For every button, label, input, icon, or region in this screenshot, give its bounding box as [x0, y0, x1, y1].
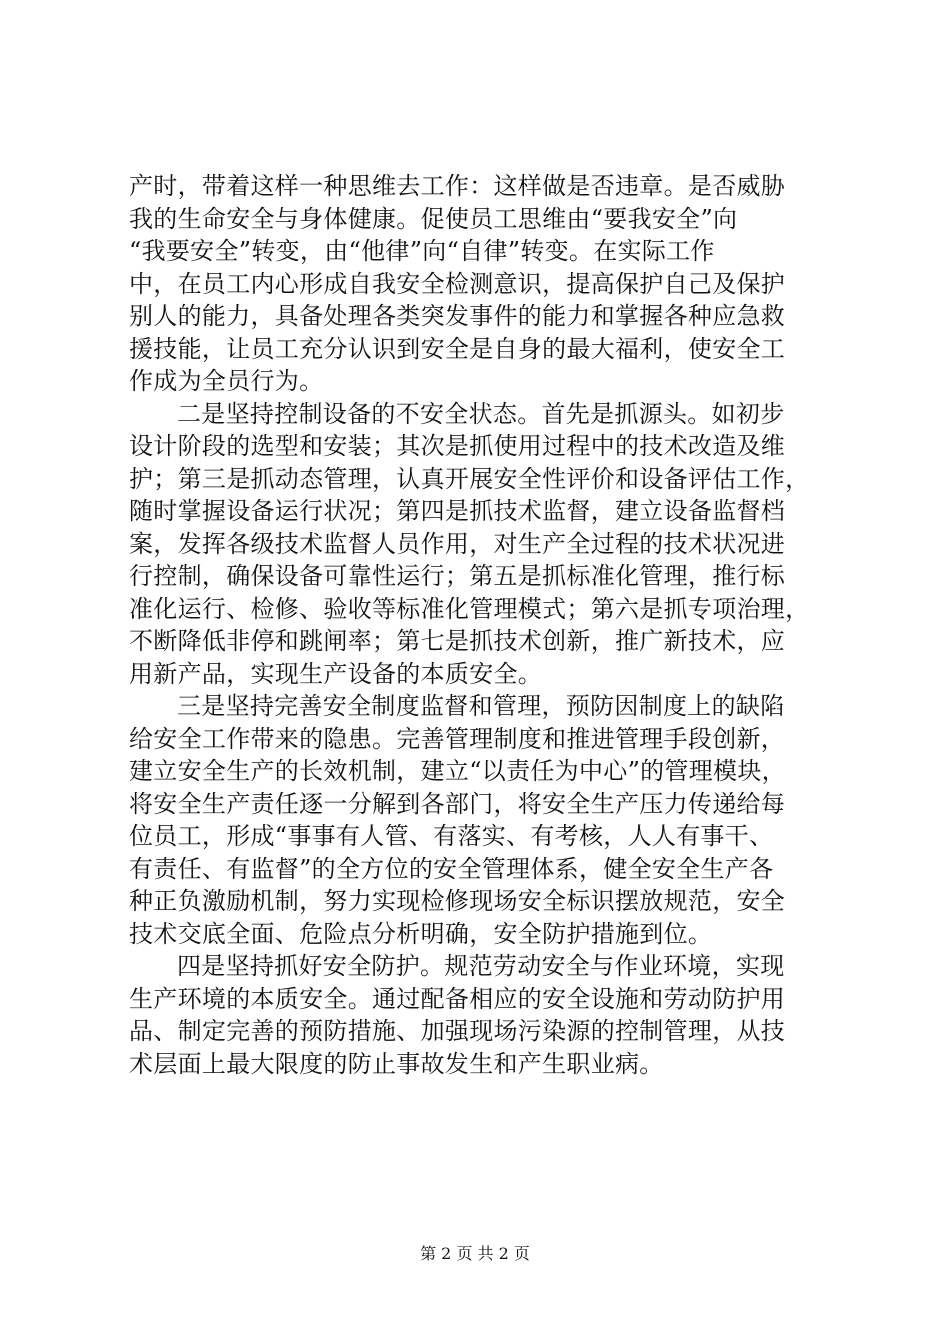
text-line: 随时掌握设备运行状况；第四是抓技术监督，建立设备监督档 — [129, 497, 786, 525]
text-line: 作成为全员行为。 — [129, 367, 324, 395]
text-line: 设计阶段的选型和安装；其次是抓使用过程中的技术改造及维 — [129, 432, 786, 460]
text-line: 援技能，让员工充分认识到安全是自身的最大福利，使安全工 — [129, 334, 786, 363]
text-line: 产时，带着这样一种思维去工作：这样做是否违章。是否威胁 — [129, 172, 786, 200]
text-line: 给安全工作带来的隐患。完善管理制度和推进管理手段创新， — [129, 724, 786, 753]
text-line: 术层面上最大限度的防止事故发生和产生职业病。 — [129, 1049, 664, 1078]
page-footer: 第 2 页 共 2 页 — [420, 1244, 530, 1263]
text-line: 别人的能力，具备处理各类突发事件的能力和掌握各种应急救 — [129, 302, 786, 330]
text-line: 我的生命安全与身体健康。促使员工思维由“要我安全”向 — [129, 204, 738, 233]
text-line: 案，发挥各级技术监督人员作用，对生产全过程的技术状况进 — [129, 529, 786, 558]
text-line: 种正负激励机制，努力实现检修现场安全标识摆放规范，安全 — [129, 887, 786, 915]
text-line: 位员工，形成“事事有人管、有落实、有考核，人人有事干、 — [129, 822, 774, 850]
text-line: 用新产品，实现生产设备的本质安全。 — [129, 659, 543, 688]
text-line: 护；第三是抓动态管理，认真开展安全性评价和设备评估工作， — [129, 464, 810, 493]
text-line: 不断降低非停和跳闸率；第七是抓技术创新，推广新技术，应 — [129, 627, 786, 655]
text-line: 四是坚持抓好安全防护。规范劳动安全与作业环境，实现 — [177, 952, 785, 980]
text-line: 技术交底全面、危险点分析明确，安全防护措施到位。 — [129, 919, 713, 948]
text-line: 生产环境的本质安全。通过配备相应的安全设施和劳动防护用 — [129, 984, 786, 1013]
document-body — [129, 170, 829, 1080]
text-line: 品、制定完善的预防措施、加强现场污染源的控制管理，从技 — [129, 1017, 786, 1045]
text-line: 三是坚持完善安全制度监督和管理，预防因制度上的缺陷 — [177, 692, 785, 720]
text-line: 建立安全生产的长效机制，建立“以责任为中心”的管理模块， — [129, 757, 786, 785]
text-line: 二是坚持控制设备的不安全状态。首先是抓源头。如初步 — [177, 399, 785, 428]
text-line: 准化运行、检修、验收等标准化管理模式；第六是抓专项治理， — [129, 594, 810, 623]
text-line: 有责任、有监督”的全方位的安全管理体系，健全安全生产各 — [129, 854, 774, 883]
text-line: “我要安全”转变，由“他律”向“自律”转变。在实际工作 — [129, 237, 715, 265]
text-line: 行控制，确保设备可靠性运行；第五是抓标准化管理，推行标 — [129, 562, 786, 590]
text-line: 将安全生产责任逐一分解到各部门，将安全生产压力传递给每 — [129, 789, 786, 818]
text-line: 中，在员工内心形成自我安全检测意识，提高保护自己及保护 — [129, 269, 786, 298]
